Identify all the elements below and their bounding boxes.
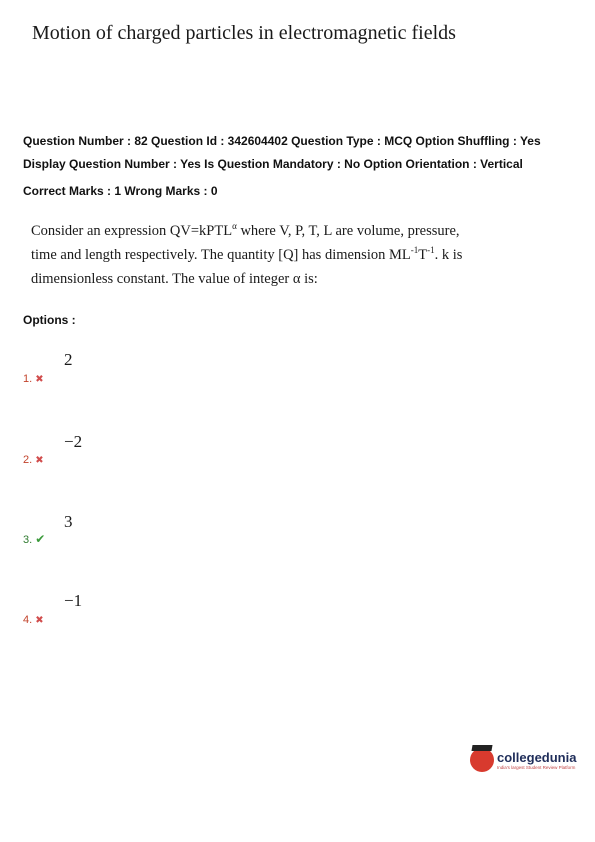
option-2[interactable]: [23, 454, 44, 466]
question-part-1: Consider an expression QV=kPTL: [31, 223, 233, 239]
question-meta-line-2: Display Question Number : Yes Is Question Mandatory : No Option Orientation : Vertical: [23, 157, 523, 171]
option-1-number: 1.: [23, 373, 33, 385]
graduation-cap-icon: [470, 748, 494, 772]
option-1[interactable]: [23, 373, 44, 385]
option-3[interactable]: [23, 532, 45, 546]
option-4[interactable]: [23, 614, 44, 626]
question-sup-1: α: [232, 221, 237, 232]
question-meta-line-3: Correct Marks : 1 Wrong Marks : 0: [23, 184, 218, 198]
logo-tagline: India's largest Student Review Platform: [497, 765, 576, 770]
cross-icon: ✖: [35, 455, 44, 466]
cross-icon: ✖: [35, 615, 44, 626]
cross-icon: ✖: [35, 374, 44, 385]
check-icon: ✔: [35, 532, 46, 546]
question-meta-line-1: Question Number : 82 Question Id : 342604402 Question Type : MCQ Option Shuffling : Yes: [23, 134, 541, 148]
logo-text: [497, 750, 576, 770]
question-sup-2: -1: [410, 245, 419, 256]
page-title: Motion of charged particles in electromagnetic fields: [32, 22, 456, 44]
logo-name: collegedunia: [497, 750, 577, 765]
option-3-number: 3.: [23, 534, 33, 546]
options-label: Options :: [23, 313, 76, 327]
option-2-value: −2: [64, 432, 83, 451]
question-sup-3: -1: [427, 245, 435, 256]
question-text: [31, 219, 471, 291]
option-4-value: −1: [64, 591, 83, 610]
option-4-number: 4.: [23, 614, 33, 626]
option-2-number: 2.: [23, 454, 33, 466]
question-part-2: where V, P, T, L are volume, pressure, time and length respectively. The quantity [Q] has dimension ML: [31, 223, 460, 263]
question-part-4: . k is dimensionless constant. The value of integer α is:: [31, 247, 463, 287]
option-3-value: 3: [64, 512, 73, 531]
collegedunia-logo: [470, 748, 576, 772]
question-part-3: T: [418, 247, 428, 263]
option-1-value: 2: [64, 350, 73, 369]
